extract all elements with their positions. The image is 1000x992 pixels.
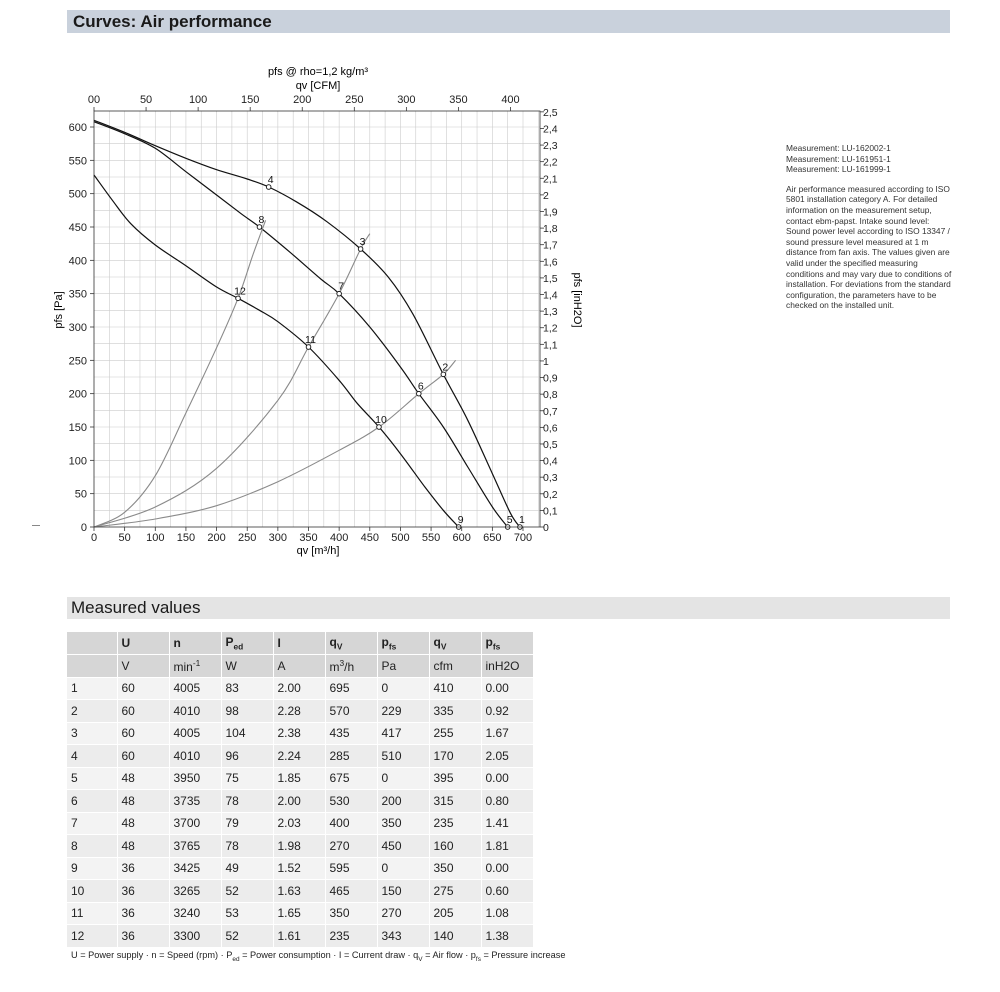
header-unit-6: Pa — [377, 655, 429, 678]
x-tick-label: 650 — [483, 532, 502, 544]
table-cell: 78 — [221, 790, 273, 813]
y-tick-label: 450 — [68, 222, 87, 234]
x-tick-label: 550 — [421, 532, 441, 544]
operating-point-label-12: 12 — [234, 285, 246, 298]
table-cell: 48 — [117, 767, 169, 790]
table-cell: 270 — [325, 835, 377, 858]
operating-point-label-5: 5 — [506, 514, 513, 526]
table-cell: 0.00 — [481, 677, 533, 700]
top-tick-label: 250 — [345, 94, 364, 106]
table-cell: 2.28 — [273, 700, 325, 723]
table-cell: 60 — [117, 722, 169, 745]
right-tick-label: 0,7 — [543, 405, 558, 418]
table-row — [67, 812, 533, 835]
right-tick-label: 1,2 — [543, 322, 558, 335]
table-cell: 36 — [117, 902, 169, 925]
operating-point-label-2: 2 — [442, 361, 449, 374]
right-tick-label: 0,1 — [543, 505, 558, 518]
table-cell: 435 — [325, 722, 377, 745]
table-cell: 255 — [429, 722, 481, 745]
x-tick-label: 450 — [360, 532, 379, 544]
right-tick-label: 0,8 — [543, 389, 558, 402]
measurement-id-1: Measurement: LU-162002-1 — [786, 143, 891, 153]
table-row — [67, 745, 533, 768]
table-cell: 465 — [325, 880, 377, 903]
measurement-id-2: Measurement: LU-161951-1 — [786, 153, 891, 164]
table-cell: 104 — [221, 722, 273, 745]
right-tick-label: 0,4 — [543, 455, 558, 468]
table-cell: 1.81 — [481, 835, 533, 858]
table-cell: 0.60 — [481, 880, 533, 903]
table-cell: 60 — [117, 677, 169, 700]
table-cell: 4005 — [169, 677, 221, 700]
table-cell: 48 — [117, 790, 169, 813]
table-cell: 2.00 — [273, 677, 325, 700]
table-cell: 150 — [377, 880, 429, 903]
x-tick-label: 0 — [90, 532, 98, 544]
x-tick-label: 300 — [268, 532, 288, 544]
table-cell: 2.05 — [481, 745, 533, 768]
right-tick-label: 1,1 — [543, 339, 558, 352]
y-tick-label: 100 — [68, 455, 87, 468]
y-tick-label: 350 — [68, 288, 87, 301]
operating-point-label-10: 10 — [375, 414, 387, 426]
header-unit-3: W — [221, 655, 273, 678]
table-cell: 530 — [325, 790, 377, 813]
table-cell: 343 — [377, 925, 429, 948]
table-cell: 315 — [429, 790, 481, 813]
measured-values-table — [67, 632, 534, 948]
table-cell: 0.80 — [481, 790, 533, 813]
measured-values-header — [67, 597, 950, 619]
header-unit-1: V — [117, 655, 169, 678]
x-tick-label: 700 — [513, 532, 533, 544]
table-cell: 4 — [67, 745, 117, 768]
y-tick-label: 400 — [68, 255, 87, 268]
table-cell: 417 — [377, 722, 429, 745]
unit-cell-blank — [67, 655, 117, 678]
right-tick-label: 1 — [543, 355, 549, 368]
measured-values-title: Measured values — [71, 598, 201, 617]
table-cell: 5 — [67, 767, 117, 790]
table-row — [67, 767, 533, 790]
x-tick-label: 500 — [391, 532, 410, 544]
table-cell: 12 — [67, 925, 117, 948]
table-cell: 1.65 — [273, 902, 325, 925]
right-tick-label: 2,2 — [543, 156, 558, 169]
table-cell: 3300 — [169, 925, 221, 948]
table-cell: 350 — [429, 857, 481, 880]
top-tick-label: 400 — [501, 94, 520, 106]
table-cell: 2 — [67, 700, 117, 723]
measurement-note: Air performance measured according to ISO 5801 installation category A. For detailed information on the measurement setup, contact ebm-papst. Intake sound level: Sound power level according to ISO 13347 / sound pressure level measured at 1 m distance from fan axis. The values given are valid under the specified measuring conditions and may vary due to conditions of installation. For deviations from the standard configuration, the parameters have to be checked on the installed unit. — [786, 183, 952, 311]
table-cell: 1.61 — [273, 925, 325, 948]
operating-point-label-11: 11 — [305, 334, 316, 346]
x-tick-label: 600 — [452, 532, 471, 544]
x-tick-label: 400 — [329, 532, 349, 544]
operating-point-label-7: 7 — [338, 280, 345, 293]
table-cell: 229 — [377, 700, 429, 723]
table-cell: 1.85 — [273, 767, 325, 790]
table-cell: 0 — [377, 767, 429, 790]
top-tick-label: 50 — [139, 94, 153, 106]
y-tick-label: 300 — [68, 322, 87, 334]
right-tick-label: 2,3 — [543, 140, 558, 153]
table-cell: 4010 — [169, 700, 221, 723]
table-cell: 675 — [325, 767, 377, 790]
table-cell: 4005 — [169, 722, 221, 745]
table-row — [67, 880, 533, 903]
header-symbol-7: $q_V$ — [429, 632, 481, 655]
right-tick-label: 1,3 — [543, 306, 558, 319]
table-cell: 1 — [67, 677, 117, 700]
table-cell: 6 — [67, 790, 117, 813]
table-cell: 2.24 — [273, 745, 325, 768]
table-cell: 1.08 — [481, 902, 533, 925]
operating-point-label-3: 3 — [359, 236, 366, 248]
header-symbol-3: $P_{ed}$ — [221, 632, 273, 655]
chart-title: pfs @ rho=1,2 kg/m³ — [267, 66, 369, 78]
table-cell: 570 — [325, 700, 377, 723]
operating-point-label-1: 1 — [519, 514, 525, 526]
top-tick-label: 300 — [397, 94, 416, 106]
table-cell: 7 — [67, 812, 117, 835]
table-cell: 270 — [377, 902, 429, 925]
x-tick-label: 150 — [176, 532, 196, 544]
header-unit-5: $m^3/h$ — [325, 655, 377, 678]
table-cell: 75 — [221, 767, 273, 790]
table-cell: 83 — [221, 677, 273, 700]
table-cell: 0.00 — [481, 767, 533, 790]
table-cell: 3700 — [169, 812, 221, 835]
table-cell: 3425 — [169, 857, 221, 880]
right-tick-label: 0,5 — [543, 438, 558, 451]
y-tick-label: 500 — [68, 188, 87, 201]
header-symbol-4: I — [273, 632, 325, 655]
right-tick-label: 0,2 — [543, 488, 558, 501]
table-cell: 60 — [117, 745, 169, 768]
fan-curve-1 — [94, 120, 520, 527]
table-cell: 595 — [325, 857, 377, 880]
table-cell: 2.03 — [273, 812, 325, 835]
top-tick-label: 350 — [449, 94, 468, 106]
table-cell: 96 — [221, 745, 273, 768]
header-cell-blank — [67, 632, 117, 655]
table-header-symbols — [67, 632, 533, 655]
table-cell: 3765 — [169, 835, 221, 858]
table-cell: 400 — [325, 812, 377, 835]
top-tick-label: 200 — [293, 94, 312, 106]
table-cell: 52 — [221, 880, 273, 903]
x-tick-label: 50 — [118, 532, 131, 544]
right-tick-label: 1,9 — [543, 206, 558, 219]
system-curve-4 — [94, 220, 266, 527]
right-tick-label: 0,9 — [543, 372, 558, 385]
table-row — [67, 857, 533, 880]
table-cell: 3735 — [169, 790, 221, 813]
right-tick-label: 0 — [543, 522, 549, 534]
table-cell: 410 — [429, 677, 481, 700]
table-cell: 0.92 — [481, 700, 533, 723]
right-tick-label: 2 — [543, 189, 549, 202]
table-footnote: U = Power supply · n = Speed $(rpm) \cdot P_{ed}$ = Power consumption · I = Current draw · $q_V$ = Air flow · $p_{fs}$ = Pressure increase — [71, 950, 566, 963]
table-cell: 170 — [429, 745, 481, 768]
table-cell: 350 — [377, 812, 429, 835]
table-row — [67, 790, 533, 813]
table-cell: 3265 — [169, 880, 221, 903]
table-cell: 9 — [67, 857, 117, 880]
right-tick-label: 1,4 — [543, 289, 558, 302]
table-cell: 235 — [429, 812, 481, 835]
table-cell: 98 — [221, 700, 273, 723]
table-cell: 2.00 — [273, 790, 325, 813]
table-cell: 53 — [221, 902, 273, 925]
curves-title: Curves: Air performance — [73, 12, 272, 31]
right-tick-label: 1,5 — [543, 272, 558, 285]
table-cell: 1.38 — [481, 925, 533, 948]
table-row — [67, 925, 533, 948]
fan-curve-2 — [94, 122, 508, 527]
right-tick-label: 0,3 — [543, 472, 558, 485]
table-cell: 0 — [377, 857, 429, 880]
x-tick-label: 350 — [299, 532, 318, 544]
table-cell: 395 — [429, 767, 481, 790]
y-tick-label: 50 — [74, 488, 87, 501]
table-cell: 450 — [377, 835, 429, 858]
table-header-units — [67, 655, 533, 678]
y-tick-label: 0 — [80, 522, 87, 534]
header-symbol-1: U — [117, 632, 169, 655]
table-cell: 36 — [117, 880, 169, 903]
table-cell: 200 — [377, 790, 429, 813]
header-unit-4: A — [273, 655, 325, 678]
right-tick-label: 2,5 — [543, 106, 558, 119]
table-cell: 11 — [67, 902, 117, 925]
y-tick-label: 250 — [68, 355, 87, 368]
measurement-info — [786, 143, 954, 311]
table-cell: 3 — [67, 722, 117, 745]
table-row — [67, 722, 533, 745]
table-cell: 350 — [325, 902, 377, 925]
top-tick-label: 150 — [241, 94, 260, 106]
table-cell: 10 — [67, 880, 117, 903]
x-tick-label: 100 — [146, 532, 165, 544]
table-cell: 205 — [429, 902, 481, 925]
operating-point-label-8: 8 — [258, 214, 265, 226]
table-cell: 8 — [67, 835, 117, 858]
header-symbol-6: $p_{fs}$ — [377, 632, 429, 655]
table-cell: 1.41 — [481, 812, 533, 835]
table-cell: 1.52 — [273, 857, 325, 880]
header-unit-7: cfm — [429, 655, 481, 678]
right-tick-label: 1,8 — [543, 223, 558, 236]
table-cell: 79 — [221, 812, 273, 835]
margin-mark — [32, 525, 40, 526]
table-cell: 4010 — [169, 745, 221, 768]
table-cell: 335 — [429, 700, 481, 723]
table-cell: 235 — [325, 925, 377, 948]
table-cell: 36 — [117, 925, 169, 948]
right-tick-label: 0,6 — [543, 422, 558, 435]
table-cell: 36 — [117, 857, 169, 880]
fan-curve-3 — [94, 175, 459, 527]
table-row — [67, 677, 533, 700]
x-tick-label: 200 — [207, 532, 226, 544]
table-cell: 2.38 — [273, 722, 325, 745]
y-axis-label: pfs [Pa] — [53, 291, 65, 329]
top-tick-label: 100 — [188, 94, 208, 106]
table-row — [67, 902, 533, 925]
x-axis-label: qv [m³/h] — [296, 545, 340, 557]
right-tick-label: 1,7 — [543, 239, 558, 252]
table-row — [67, 835, 533, 858]
y-tick-label: 200 — [68, 388, 87, 401]
table-cell: 140 — [429, 925, 481, 948]
table-cell: 48 — [117, 812, 169, 835]
table-cell: 285 — [325, 745, 377, 768]
table-cell: 275 — [429, 880, 481, 903]
right-tick-label: 1,6 — [543, 256, 558, 269]
table-cell: 510 — [377, 745, 429, 768]
operating-point-label-6: 6 — [417, 380, 424, 393]
table-cell: 160 — [429, 835, 481, 858]
header-symbol-8: $p_{fs}$ — [481, 632, 533, 655]
table-cell: 78 — [221, 835, 273, 858]
operating-point-label-4: 4 — [267, 174, 274, 186]
x-tick-label: 250 — [238, 532, 257, 544]
chart-axes — [69, 94, 558, 544]
chart-curves — [94, 120, 520, 527]
right-tick-label: 2,4 — [543, 123, 558, 136]
header-symbol-2: n — [169, 632, 221, 655]
table-cell: 1.63 — [273, 880, 325, 903]
table-cell: 695 — [325, 677, 377, 700]
y-tick-label: 600 — [68, 122, 87, 134]
table-cell: 3950 — [169, 767, 221, 790]
measurement-id-3: Measurement: LU-161999-1 — [786, 164, 891, 175]
header-symbol-5: $q_V$ — [325, 632, 377, 655]
header-unit-2: $\min^{-1}$ — [169, 655, 221, 678]
table-cell: 49 — [221, 857, 273, 880]
y-tick-label: 150 — [68, 422, 87, 434]
top-tick-label: 00 — [87, 94, 101, 106]
right-tick-label: 2,1 — [543, 173, 558, 186]
table-row — [67, 700, 533, 723]
table-cell: 0 — [377, 677, 429, 700]
table-cell: 60 — [117, 700, 169, 723]
header-unit-8: inH2O — [481, 655, 533, 678]
y2-axis-label: pfs [inH2O] — [571, 272, 583, 328]
table-cell: 3240 — [169, 902, 221, 925]
table-cell: 1.67 — [481, 722, 533, 745]
table-cell: 48 — [117, 835, 169, 858]
operating-point-label-9: 9 — [457, 514, 464, 526]
table-cell: 0.00 — [481, 857, 533, 880]
table-cell: 1.98 — [273, 835, 325, 858]
y-tick-label: 550 — [68, 155, 87, 168]
top-axis-label: qv [CFM] — [295, 80, 341, 92]
table-cell: 52 — [221, 925, 273, 948]
